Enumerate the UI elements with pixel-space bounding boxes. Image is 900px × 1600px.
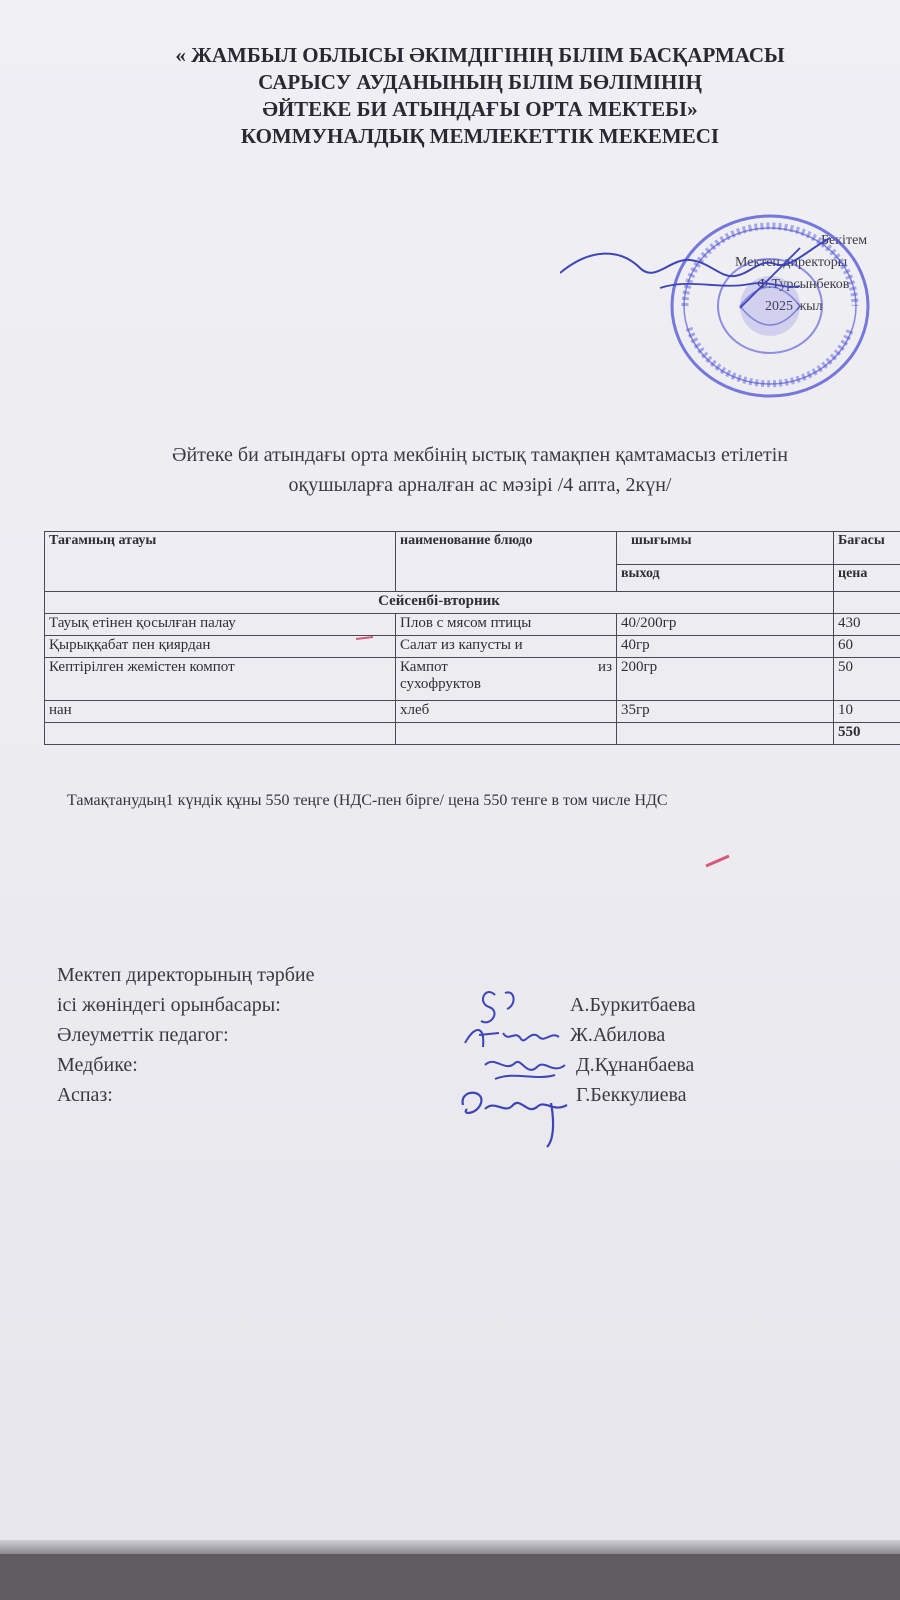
total-empty-cell: [45, 723, 396, 745]
social-pedagogue-name: Ж.Абилова: [570, 1024, 666, 1046]
dish-name-ru: Салат из капусты и: [396, 636, 617, 658]
header-yield-kz: шығымы: [617, 532, 834, 565]
cook-name: Г.Беккулиева: [576, 1084, 687, 1106]
approval-line-4: 2025 жыл: [765, 299, 823, 314]
nurse-name: Д.Құнанбаева: [576, 1054, 695, 1076]
dish-yield: 40/200гр: [617, 614, 834, 636]
dish-price: 430: [834, 614, 900, 636]
dish-name-ru: Плов с мясом птицы: [396, 614, 617, 636]
menu-title: [60, 440, 900, 500]
price-note: Тамақтанудың1 күндік құны 550 теңге (НДС-пен бірге/ цена 550 тенге в том числе НДС: [67, 792, 668, 809]
header-yield-ru: выход: [617, 565, 834, 592]
document-header: [60, 42, 900, 150]
table-header-row: [45, 532, 900, 565]
table-row: [45, 636, 900, 658]
dish-name-ru-part-1: Кампот: [400, 659, 448, 675]
header-dish-name-ru: наименование блюдо: [396, 532, 617, 592]
approval-line-3: Ф.Турсынбеков: [757, 277, 850, 292]
red-pen-mark: [355, 634, 375, 642]
approval-line-1: Бекітем: [821, 233, 868, 248]
deputy-name: А.Буркитбаева: [570, 994, 696, 1016]
handwritten-signatures: [455, 985, 595, 1155]
dish-price: 60: [834, 636, 900, 658]
director-signature: [560, 228, 860, 318]
table-row: [45, 658, 900, 701]
nurse-role: Медбике:: [57, 1054, 138, 1076]
table-day-row: [45, 592, 900, 614]
dish-price: 50: [834, 658, 900, 701]
header-line-4: КОММУНАЛДЫҚ МЕМЛЕКЕТТІК МЕКЕМЕСІ: [240, 124, 720, 148]
page-bottom-edge: [0, 1540, 900, 1554]
cook-role: Аспаз:: [57, 1084, 113, 1106]
header-price-ru: цена: [834, 565, 900, 592]
dish-name-ru: [396, 658, 617, 701]
day-label: Сейсенбі-вторник: [45, 592, 834, 614]
menu-title-line-1: Әйтеке би атындағы орта мекбінің ыстық тамақпен қамтамасыз етілетін: [172, 444, 788, 466]
dish-name-kz: нан: [45, 701, 396, 723]
table-row: [45, 701, 900, 723]
deputy-role-line-1: Мектеп директорының тәрбие: [57, 964, 315, 986]
dish-name-ru-part-2: из: [598, 659, 612, 675]
menu-table: [44, 531, 900, 745]
total-price: 550: [834, 723, 900, 745]
header-price-kz: Бағасы: [834, 532, 900, 565]
day-price-cell: [834, 592, 900, 614]
approval-line-2: Мектеп директоры: [735, 255, 848, 270]
table-row: [45, 614, 900, 636]
dish-name-kz: Кептірілген жемістен компот: [45, 658, 396, 701]
dish-yield: 35гр: [617, 701, 834, 723]
header-line-3: ӘЙТЕКЕ БИ АТЫНДАҒЫ ОРТА МЕКТЕБІ»: [262, 97, 698, 121]
header-line-2: САРЫСУ АУДАНЫНЫҢ БІЛІМ БӨЛІМІНІҢ: [258, 70, 702, 94]
red-pen-mark: [705, 854, 731, 868]
social-pedagogue-role: Әлеуметтік педагог:: [57, 1024, 229, 1046]
dish-price: 10: [834, 701, 900, 723]
dish-name-ru: хлеб: [396, 701, 617, 723]
dish-name-kz: Тауық етінен қосылған палау: [45, 614, 396, 636]
header-line-1: « ЖАМБЫЛ ОБЛЫСЫ ӘКІМДІГІНІҢ БІЛІМ БАСҚАРМАСЫ: [175, 43, 785, 67]
deputy-role-line-2: ісі жөніндегі орынбасары:: [57, 994, 281, 1016]
menu-title-line-2: оқушыларға арналған ас мәзірі /4 апта, 2күн/: [288, 474, 672, 496]
table-total-row: [45, 723, 900, 745]
dish-name-ru-part-3: сухофруктов: [400, 676, 481, 692]
total-empty-cell: [617, 723, 834, 745]
dish-yield: 40гр: [617, 636, 834, 658]
total-empty-cell: [396, 723, 617, 745]
dish-yield: 200гр: [617, 658, 834, 701]
dish-name-kz: Қырыққабат пен қиярдан: [45, 636, 396, 658]
header-dish-name-kz: Тағамның атауы: [45, 532, 396, 592]
